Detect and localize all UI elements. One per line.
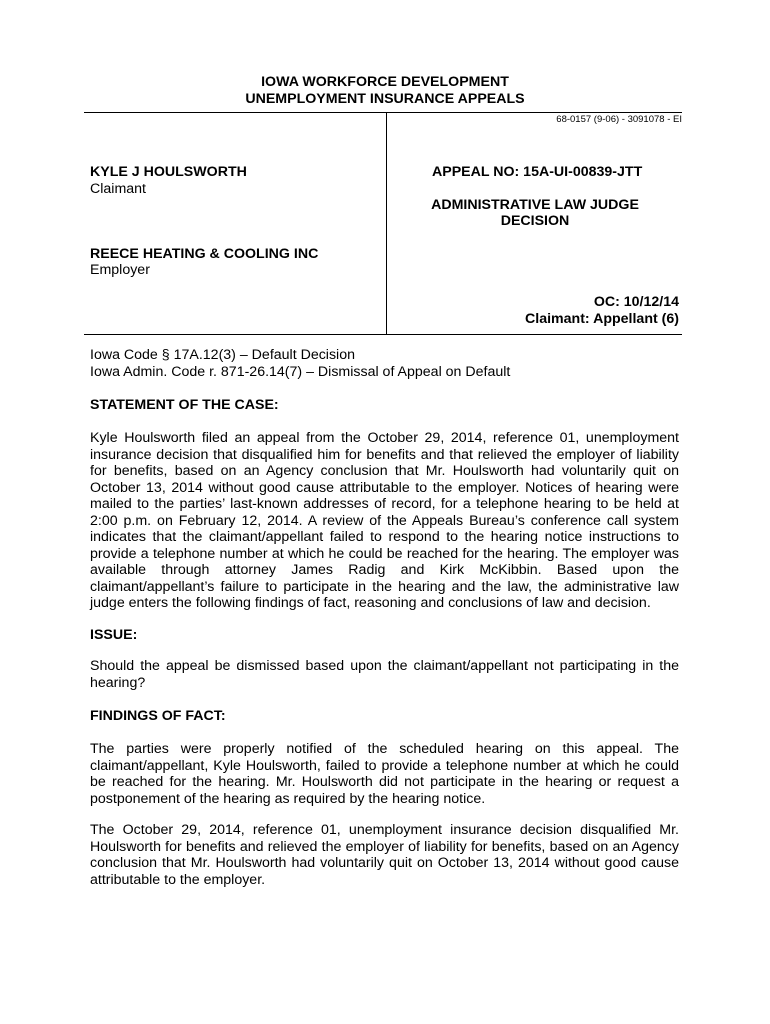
claimant-name: KYLE J HOULSWORTH: [90, 164, 247, 180]
agency-title: IOWA WORKFORCE DEVELOPMENT: [261, 74, 509, 90]
appeal-number: APPEAL NO: 15A-UI-00839-JTT: [432, 164, 643, 180]
decision-title-line2: DECISION: [500, 213, 570, 229]
original-claim-date: OC: 10/12/14: [593, 294, 679, 310]
header-rule: [84, 112, 682, 113]
statement-text: Kyle Houlsworth filed an appeal from the October 29, 2014, reference 01, unemployment insurance decision that disqualified him for benefits and that relieved the employer of liability for benefits, based on an Agency conclusion that Mr. Houlsworth had voluntarily quit on October 13, 2014 without good cause attributable to the employer. Notices of hearing were mailed to the parties’ last-known addresses of record, for a telephone hearing to be held at 2:00 p.m. on February 12, 2014. A review of the Appeals Bureau’s conference call system indicates that the claimant/appellant failed to respond to the hearing notice instructions to provide a telephone number at which he could be reached for the hearing. The employer was available through attorney James Radig and Kirk McKibbin. Based upon the claimant/appellant’s failure to participate in the hearing and the law, the administrative law judge enters the following findings of fact, reasoning and conclusions of law and decision.: [90, 430, 679, 611]
issue-heading: ISSUE:: [90, 627, 138, 643]
employer-role: Employer: [90, 262, 150, 278]
statement-heading: STATEMENT OF THE CASE:: [90, 397, 279, 413]
findings-paragraph-1: The parties were properly notified of the scheduled hearing on this appeal. The claimant/appellant, Kyle Houlsworth, failed to provide a telephone number at which he could be reached for the hearing. Mr. Houlsworth did not participate in the hearing or request a postponement of the hearing as required by the hearing notice.: [90, 741, 679, 807]
citation-dismissal: Iowa Admin. Code r. 871-26.14(7) – Dismissal of Appeal on Default: [90, 364, 511, 380]
caption-bottom-rule: [84, 334, 682, 335]
claimant-role: Claimant: [90, 181, 146, 197]
findings-heading: FINDINGS OF FACT:: [90, 708, 226, 724]
caption-divider: [386, 112, 387, 335]
issue-text: Should the appeal be dismissed based upon the claimant/appellant not participating in the hearing?: [90, 658, 679, 691]
citation-default-decision: Iowa Code § 17A.12(3) – Default Decision: [90, 347, 355, 363]
form-number: 68-0157 (9-06) - 3091078 - EI: [556, 114, 682, 125]
findings-paragraph-2: The October 29, 2014, reference 01, unemployment insurance decision disqualified Mr. Houlsworth for benefits and relieved the employer of liability for benefits, based on an Agency conclusion that Mr. Houlsworth had voluntarily quit on October 13, 2014 without good cause attributable to the employer.: [90, 822, 679, 888]
division-title: UNEMPLOYMENT INSURANCE APPEALS: [245, 91, 525, 107]
employer-name: REECE HEATING & COOLING INC: [90, 246, 319, 262]
claimant-status: Claimant: Appellant (6): [525, 311, 679, 327]
decision-title-line1: ADMINISTRATIVE LAW JUDGE: [431, 197, 639, 213]
